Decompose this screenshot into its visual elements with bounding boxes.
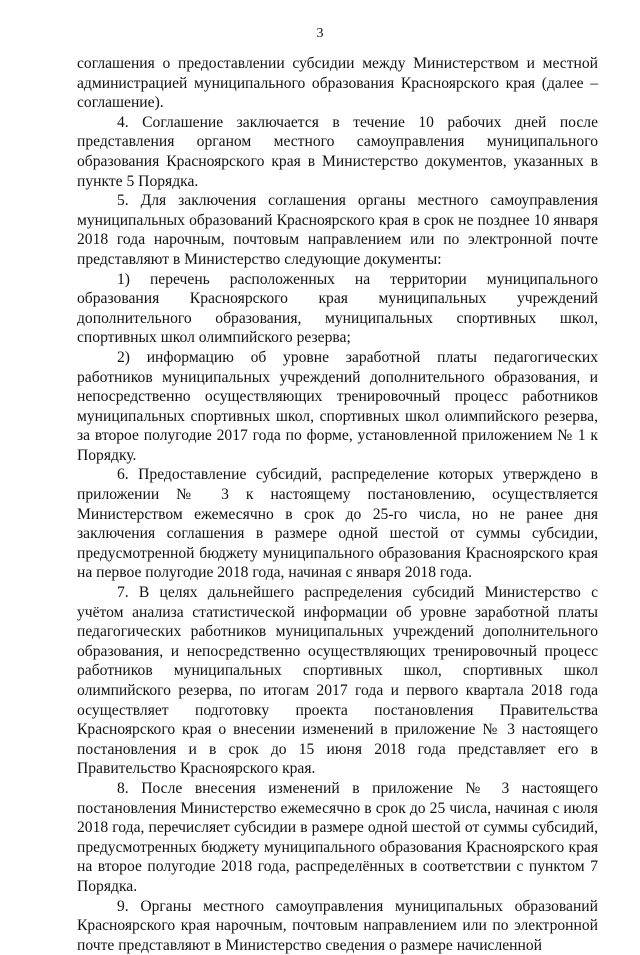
- paragraph-4: 4. Соглашение заключается в течение 10 рабочих дней после представления органом местного самоуправления муниципального образования Красноярского края в Министерство документов, указанных в пункте 5 Порядка.: [77, 113, 598, 190]
- page-number: 3: [316, 26, 324, 41]
- paragraph-8: 8. После внесения изменений в приложение № 3 настоящего постановления Министерство ежемесячно в срок до 25 числа, начиная с июля 2018 года, перечисляет субсидии в размере одной шестой от суммы субсидий, предусмотренных бюджету муниципального образования Красноярского края на второе полугодие 2018 года, распределённых в соответствии с пунктом 7 Порядка.: [77, 779, 598, 895]
- paragraph-6: 6. Предоставление субсидий, распределение которых утверждено в приложении № 3 к настоящему постановлению, осуществляется Министерством ежемесячно в срок до 25-го числа, но не ранее дня заключения соглашения в размере одной шестой от суммы субсидии, предусмотренной бюджету муниципального образования Красноярского края на первое полугодие 2018 года, начиная с января 2018 года.: [77, 466, 598, 582]
- paragraph-9: 9. Органы местного самоуправления муниципальных образований Красноярского края нарочным, почтовым направлением или по электронной почте представляют в Министерство сведения о размере начисленной: [77, 897, 598, 954]
- paragraph-7: 7. В целях дальнейшего распределения субсидий Министерство с учётом анализа статистической информации об уровне заработной платы педагогических работников муниципальных учреждений дополнительного образования, и непосредственно осуществляющих тренировочный процесс работников муниципальных спортивных школ, спортивных школ олимпийского резерва, по итогам 2017 года и первого квартала 2018 года осуществляет подготовку проекта постановления Правительства Красноярского края о внесении изменений в приложение № 3 настоящего постановления и в срок до 15 июня 2018 года представляет его в Правительство Красноярского края.: [77, 584, 598, 778]
- paragraph-continuation: соглашения о предоставлении субсидии между Министерством и местной администрацией муниципального образования Красноярского края (далее – соглашение).: [77, 55, 598, 112]
- paragraph-5-item-2: 2) информацию об уровне заработной платы педагогических работников муниципальных учреждений дополнительного образования, и непосредственно осуществляющих тренировочный процесс работников муниципальных спортивных школ, спортивных школ олимпийского резерва, за второе полугодие 2017 года по форме, установленной приложением № 1 к Порядку.: [77, 348, 598, 464]
- document-body: [77, 54, 598, 955]
- paragraph-5-item-1: 1) перечень расположенных на территории муниципального образования Красноярского края муниципальных учреждений дополнительного образования, муниципальных спортивных школ, спортивных школ олимпийского резерва;: [77, 270, 598, 347]
- paragraph-5: 5. Для заключения соглашения органы местного самоуправления муниципальных образований Красноярского края в срок не позднее 10 января 2018 года нарочным, почтовым направлением или по электронной почте представляют в Министерство следующие документы:: [77, 192, 598, 268]
